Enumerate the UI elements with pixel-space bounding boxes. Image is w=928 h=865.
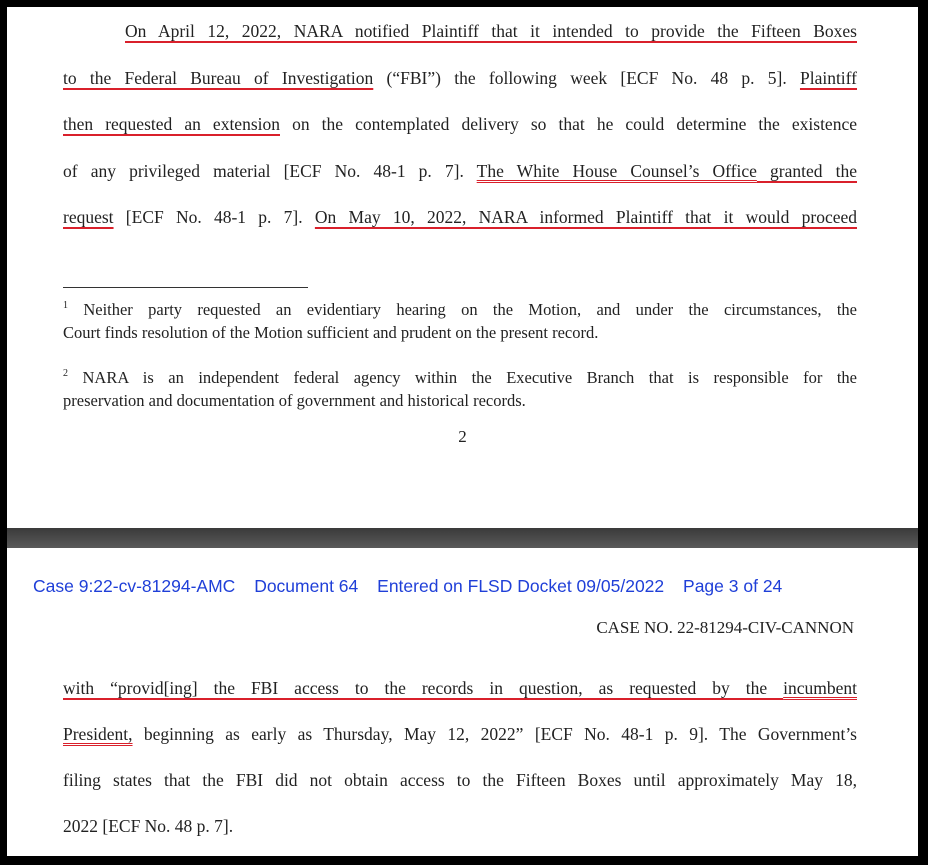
text-segment: on the contemplated delivery so that he could determine the existence xyxy=(280,114,857,134)
annotated-text-segment: President, xyxy=(63,724,133,744)
annotated-text-segment: incumbent xyxy=(783,678,857,698)
footnote-marker: 2 xyxy=(63,368,68,379)
body-text-line xyxy=(63,206,857,228)
footnote-line xyxy=(63,299,857,320)
footnote-separator xyxy=(63,287,308,288)
page-separator xyxy=(7,528,918,548)
annotated-text-segment: then requested an extension xyxy=(63,114,280,134)
body-text-line xyxy=(63,160,857,182)
text-segment: filing states that the FBI did not obtain access to the Fifteen Boxes until approximately May 18, xyxy=(63,770,857,790)
text-segment: of any privileged material [ECF No. 48-1 p. 7]. xyxy=(63,160,477,181)
footnote-line xyxy=(63,367,857,388)
body-text-line xyxy=(63,677,857,699)
footnote-text: preservation and documentation of government and historical records. xyxy=(63,391,526,410)
text-segment: beginning as early as Thursday, May 12, 2022” [ECF No. 48-1 p. 9]. The Government’s xyxy=(132,724,857,744)
annotated-text-segment: Plaintiff xyxy=(799,67,858,88)
page-3-excerpt xyxy=(7,548,918,856)
annotated-text-segment: granted the xyxy=(756,160,857,181)
body-text-line xyxy=(63,113,857,135)
page-2-excerpt xyxy=(7,7,918,528)
page-number: 2 xyxy=(458,427,467,446)
stamp-document: Document 64 xyxy=(254,576,359,596)
footnote-text: NARA is an independent federal agency within the Executive Branch that is responsible for the xyxy=(82,368,858,387)
docket-stamp xyxy=(33,576,796,597)
annotated-text-segment: On May 10, 2022, NARA informed Plaintiff that it would proceed xyxy=(314,207,857,227)
footnote-marker: 1 xyxy=(63,300,68,311)
annotated-text-segment: with “provid[ing] the FBI access to the records in question, as requested by the xyxy=(63,678,784,698)
body-text-line xyxy=(63,67,857,89)
stamp-page: Page 3 of 24 xyxy=(683,576,783,596)
footnote-text: Neither party requested an evidentiary hearing on the Motion, and under the circumstances, the xyxy=(83,300,858,319)
case-number-header: CASE NO. 22-81294-CIV-CANNON xyxy=(596,618,854,637)
body-text-line xyxy=(125,20,857,42)
text-segment: 2022 [ECF No. 48 p. 7]. xyxy=(63,816,234,836)
footnote-line xyxy=(63,390,857,411)
footnote-text: Court finds resolution of the Motion sufficient and prudent on the present record. xyxy=(63,323,599,342)
text-segment: (“FBI”) the following week [ECF No. 48 p. 5]. xyxy=(373,67,800,88)
annotated-text-segment: The White House Counsel’s Office xyxy=(476,160,757,181)
stamp-case: Case 9:22-cv-81294-AMC xyxy=(33,576,236,596)
annotated-text-segment: to the Federal Bureau of Investigation xyxy=(63,67,374,88)
document-frame xyxy=(7,7,918,856)
body-text-line xyxy=(63,723,857,745)
body-text-line xyxy=(63,769,857,791)
text-segment: [ECF No. 48-1 p. 7]. xyxy=(113,207,315,227)
annotated-text-segment: On April 12, 2022, NARA notified Plaintiff that it intended to provide the Fifteen Boxes xyxy=(125,21,857,41)
stamp-entered: Entered on FLSD Docket 09/05/2022 xyxy=(377,576,665,596)
annotated-text-segment: request xyxy=(63,207,114,227)
body-text-line xyxy=(63,815,857,837)
footnote-line xyxy=(63,322,857,343)
